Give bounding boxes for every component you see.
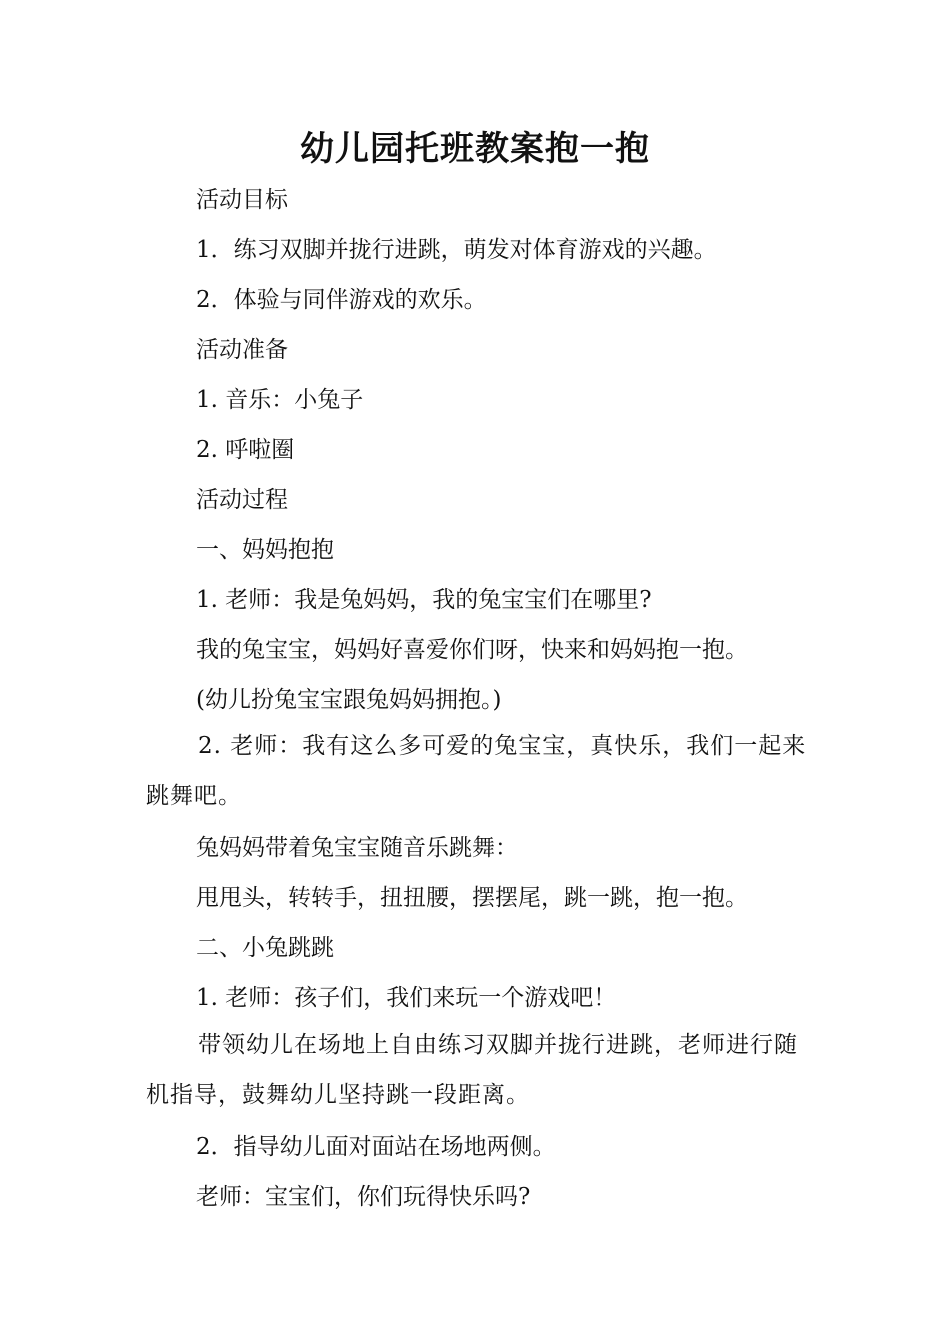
preparation-item-1: 1. 音乐：小兔子 [196, 387, 364, 413]
body-paragraph: 老师：宝宝们，你们玩得快乐吗? [196, 1184, 531, 1210]
body-paragraph: 甩甩头，转转手，扭扭腰，摆摆尾，跳一跳，抱一抱。 [196, 885, 748, 911]
section-heading-process: 活动过程 [196, 487, 288, 513]
body-paragraph: 1. 老师：孩子们，我们来玩一个游戏吧！ [196, 985, 617, 1011]
document-title: 幼儿园托班教案抱一抱 [300, 129, 650, 169]
body-paragraph: 兔妈妈带着兔宝宝随音乐跳舞： [196, 835, 518, 861]
body-paragraph: 1. 老师：我是兔妈妈，我的兔宝宝们在哪里? [196, 587, 652, 613]
preparation-item-2: 2. 呼啦圈 [196, 437, 295, 463]
body-paragraph: 我的兔宝宝，妈妈好喜爱你们呀，快来和妈妈抱一抱。 [196, 637, 748, 663]
section-heading-goals: 活动目标 [196, 187, 288, 213]
body-paragraph-wrapped: 2. 老师：我有这么多可爱的兔宝宝，真快乐，我们一起来跳舞吧。 [146, 733, 807, 809]
subsection-heading-1: 一、妈妈抱抱 [196, 537, 334, 563]
subsection-heading-2: 二、小兔跳跳 [196, 935, 334, 961]
goal-item-1: 1．练习双脚并拢行进跳，萌发对体育游戏的兴趣。 [196, 237, 717, 263]
body-paragraph-wrapped: 带领幼儿在场地上自由练习双脚并拢行进跳，老师进行随机指导，鼓舞幼儿坚持跳一段距离。 [146, 1032, 798, 1108]
body-paragraph: 2．指导幼儿面对面站在场地两侧。 [196, 1134, 556, 1160]
section-heading-preparation: 活动准备 [196, 337, 288, 363]
goal-item-2: 2．体验与同伴游戏的欢乐。 [196, 287, 487, 313]
body-paragraph: (幼儿扮兔宝宝跟兔妈妈拥抱。) [196, 687, 502, 713]
